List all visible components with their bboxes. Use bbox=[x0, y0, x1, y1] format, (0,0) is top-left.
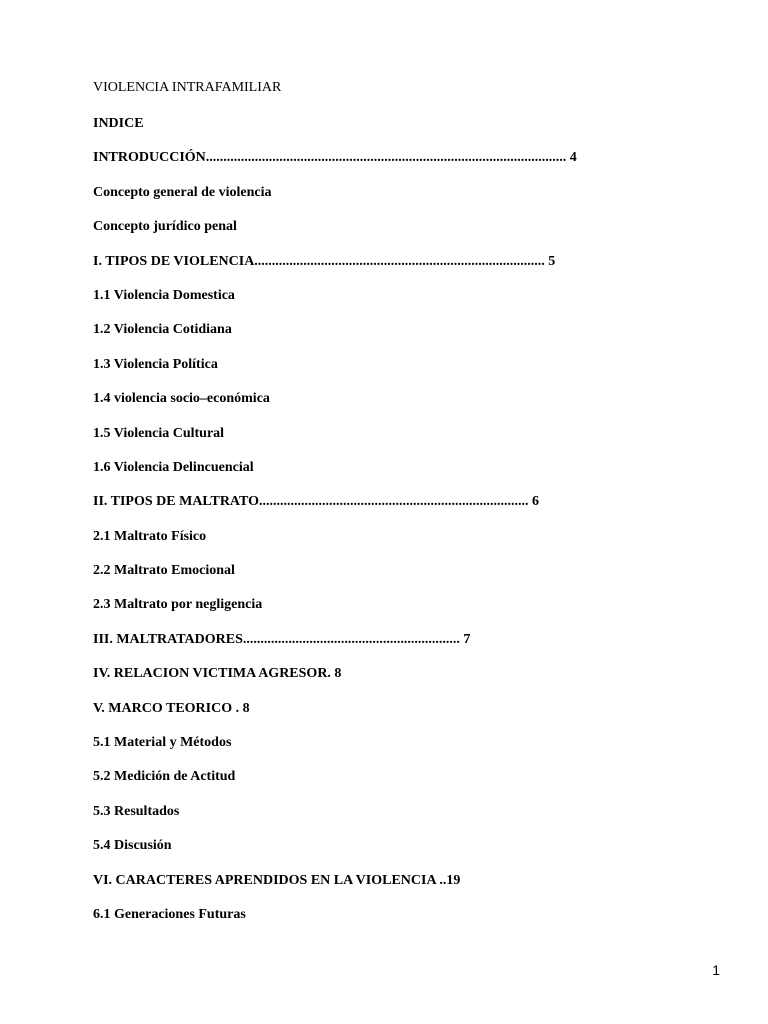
toc-entry-1-4: 1.4 violencia socio–económica bbox=[93, 391, 270, 407]
toc-entry-marco-teorico: V. MARCO TEORICO . 8 bbox=[93, 700, 250, 716]
toc-entry-relacion-victima: IV. RELACION VICTIMA AGRESOR. 8 bbox=[93, 666, 342, 682]
toc-entry-concepto-juridico: Concepto jurídico penal bbox=[93, 219, 237, 235]
toc-heading: INDICE bbox=[93, 116, 144, 131]
toc-entry-5-4: 5.4 Discusión bbox=[93, 838, 172, 854]
toc-entry-1-5: 1.5 Violencia Cultural bbox=[93, 425, 225, 441]
toc-entry-caracteres: VI. CARACTERES APRENDIDOS EN LA VIOLENCIA ..19 bbox=[93, 872, 461, 888]
toc-entry-2-2: 2.2 Maltrato Emocional bbox=[93, 563, 235, 579]
toc-entry-6-1: 6.1 Generaciones Futuras bbox=[93, 906, 246, 922]
toc-entry-tipos-maltrato: II. TIPOS DE MALTRATO............................................................................. 6 bbox=[93, 494, 539, 510]
table-of-contents bbox=[93, 115, 577, 940]
toc-entry-tipos-violencia: I. TIPOS DE VIOLENCIA................................................................................... 5 bbox=[93, 253, 556, 269]
toc-entry-2-1: 2.1 Maltrato Físico bbox=[93, 528, 207, 544]
toc-entry-5-1: 5.1 Material y Métodos bbox=[93, 735, 232, 751]
toc-entry-maltratadores: III. MALTRATADORES.............................................................. 7 bbox=[93, 631, 471, 647]
toc-entry-1-6: 1.6 Violencia Delincuencial bbox=[93, 459, 254, 475]
toc-entry-1-2: 1.2 Violencia Cotidiana bbox=[93, 322, 232, 338]
toc-entry-1-1: 1.1 Violencia Domestica bbox=[93, 287, 235, 303]
toc-entry-5-2: 5.2 Medición de Actitud bbox=[93, 769, 236, 785]
toc-entry-introduccion: INTRODUCCIÓN....................................................................................................... 4 bbox=[93, 150, 577, 166]
page-number: 1 bbox=[712, 962, 720, 978]
toc-entry-5-3: 5.3 Resultados bbox=[93, 803, 180, 819]
document-title: VIOLENCIA INTRAFAMILIAR bbox=[93, 80, 282, 95]
toc-entry-1-3: 1.3 Violencia Política bbox=[93, 356, 218, 372]
toc-entry-2-3: 2.3 Maltrato por negligencia bbox=[93, 597, 263, 613]
toc-entry-concepto-general: Concepto general de violencia bbox=[93, 184, 272, 200]
